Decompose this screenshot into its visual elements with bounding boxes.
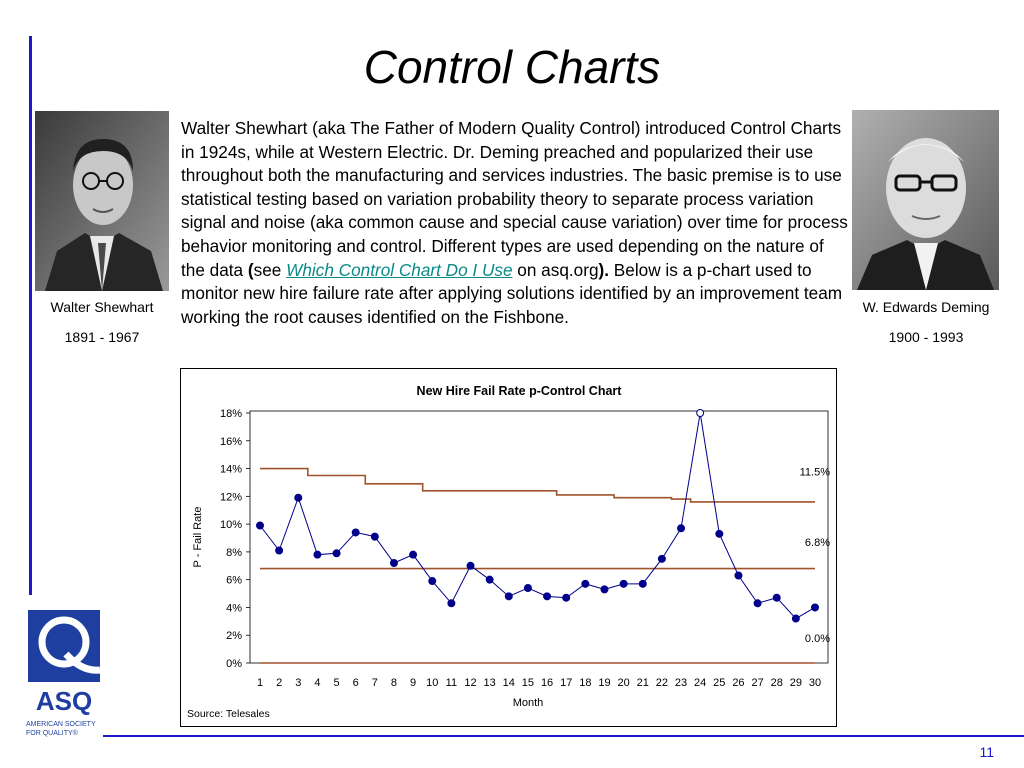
y-axis-ticks (220, 408, 250, 670)
x-tick-label: 22 (655, 677, 669, 689)
asq-logo (22, 610, 108, 742)
walter-shewhart-photo (35, 111, 169, 291)
y-tick-label: 0% (226, 658, 242, 670)
data-point (467, 562, 474, 569)
data-point (505, 593, 512, 600)
data-point (314, 551, 321, 558)
data-point (678, 525, 685, 532)
x-tick-label: 2 (276, 677, 283, 689)
data-point (371, 533, 378, 540)
y-tick-label: 6% (226, 574, 242, 587)
left-person-name: Walter Shewhart (50, 299, 154, 315)
data-point (410, 551, 417, 558)
y-tick-label: 2% (226, 630, 242, 643)
on-asq-text: on asq.org (512, 259, 599, 280)
limit-annotations (800, 466, 831, 645)
x-tick-label: 27 (751, 677, 764, 689)
data-point (716, 530, 723, 537)
chart-title: New Hire Fail Rate p-Control Chart (416, 384, 622, 398)
page-number: 11 (979, 744, 994, 760)
x-tick-label: 14 (502, 677, 515, 689)
portrait-deming-image (852, 110, 999, 290)
y-tick-label: 14% (219, 463, 242, 476)
data-point (620, 580, 627, 587)
w-edwards-deming-photo (852, 110, 999, 290)
portrait-shewhart-image (35, 111, 169, 291)
x-tick-label: 13 (483, 677, 496, 689)
x-tick-label: 10 (426, 677, 439, 689)
data-point (257, 522, 264, 529)
x-axis-label: Month (512, 697, 544, 709)
data-point (544, 593, 551, 600)
x-tick-label: 3 (295, 677, 302, 689)
out-of-control-point (697, 410, 704, 417)
data-point (735, 572, 742, 579)
x-tick-label: 23 (674, 677, 688, 689)
data-point (792, 615, 799, 622)
fail-rate-line (260, 413, 815, 619)
data-point (276, 547, 283, 554)
data-point (582, 580, 589, 587)
y-tick-label: 4% (226, 602, 242, 615)
logo-line2: FOR QUALITY® (26, 730, 78, 737)
chart-canvas (181, 369, 836, 726)
data-point (295, 494, 302, 501)
x-tick-label: 1 (256, 677, 264, 689)
data-point (754, 600, 761, 607)
x-tick-label: 7 (371, 677, 378, 689)
see-text: see (253, 259, 287, 280)
data-point (773, 594, 780, 601)
x-tick-label: 19 (598, 677, 611, 689)
data-point (658, 555, 665, 562)
data-point (448, 600, 455, 607)
x-tick-label: 30 (808, 677, 822, 689)
paren-open: ( (247, 259, 254, 280)
x-tick-label: 8 (390, 677, 398, 689)
x-tick-label: 28 (770, 677, 783, 689)
limit-annotation: 11.5% (799, 466, 830, 479)
plot-area (250, 411, 828, 663)
body-text-outro: Below is a p-chart used to monitor new hire failure rate after applying solutions identified by an improvement team working the root causes identified on the Fishbone. (181, 259, 843, 327)
data-point (390, 560, 397, 567)
x-tick-label: 18 (579, 677, 592, 689)
x-axis-ticks (257, 677, 821, 689)
x-tick-label: 26 (732, 677, 745, 689)
p-control-chart (180, 368, 837, 727)
data-point (333, 550, 340, 557)
logo-mark-text: ASQ (35, 686, 93, 716)
data-point (486, 576, 493, 583)
fail-rate-series (257, 410, 819, 623)
data-point (639, 580, 646, 587)
x-tick-label: 17 (560, 677, 573, 689)
x-tick-label: 12 (464, 677, 477, 689)
data-point (812, 604, 819, 611)
slide-title: Control Charts (363, 41, 661, 93)
x-tick-label: 5 (333, 677, 340, 689)
x-tick-label: 15 (521, 677, 535, 689)
x-tick-label: 21 (636, 677, 649, 689)
control-limit-lines (260, 469, 815, 663)
body-text-intro: Walter Shewhart (aka The Father of Modern Quality Control) introduced Control Charts in 1924s, while at Western Electric. Dr. Deming preached and popularized their use throughout both the manufacturing and services industries. The basic premise is to use statistical testing based on variation probability theory to separate process variation signal and noise (aka common cause and special cause variation) over time for process behavior monitoring and control. Different types are used depending on the nature of the data (181, 118, 848, 280)
y-tick-label: 16% (219, 435, 242, 448)
data-point (524, 585, 531, 592)
x-tick-label: 24 (694, 677, 707, 689)
asq-logo-image (22, 610, 108, 742)
y-tick-label: 18% (219, 408, 242, 420)
which-control-chart-link[interactable]: Which Control Chart Do I Use (286, 259, 513, 280)
data-point (429, 578, 436, 585)
y-tick-label: 8% (226, 546, 242, 559)
x-tick-label: 9 (410, 677, 417, 689)
chart-source: Source: Telesales (187, 708, 270, 720)
data-point (352, 529, 359, 536)
x-tick-label: 4 (314, 677, 321, 689)
right-person-name: W. Edwards Deming (862, 299, 990, 315)
x-tick-label: 25 (713, 677, 726, 689)
limit-annotation: 0.0% (804, 633, 830, 645)
body-paragraph (181, 117, 849, 329)
logo-line1: AMERICAN SOCIETY (26, 721, 96, 728)
limit-annotation: 6.8% (804, 537, 830, 550)
right-person-years: 1900 - 1993 (888, 329, 964, 345)
data-point (601, 586, 608, 593)
data-point (563, 594, 570, 601)
ucl-line (260, 469, 815, 502)
x-tick-label: 29 (789, 677, 802, 689)
y-axis-label: P - Fail Rate (192, 506, 204, 568)
footer-rule (103, 735, 1024, 737)
x-tick-label: 20 (617, 677, 630, 689)
x-tick-label: 16 (540, 677, 554, 689)
x-tick-label: 11 (445, 677, 458, 689)
paren-close: ). (598, 259, 610, 280)
left-person-years: 1891 - 1967 (64, 329, 140, 345)
x-tick-label: 6 (352, 677, 359, 689)
y-tick-label: 10% (219, 519, 242, 532)
y-tick-label: 12% (219, 491, 242, 504)
